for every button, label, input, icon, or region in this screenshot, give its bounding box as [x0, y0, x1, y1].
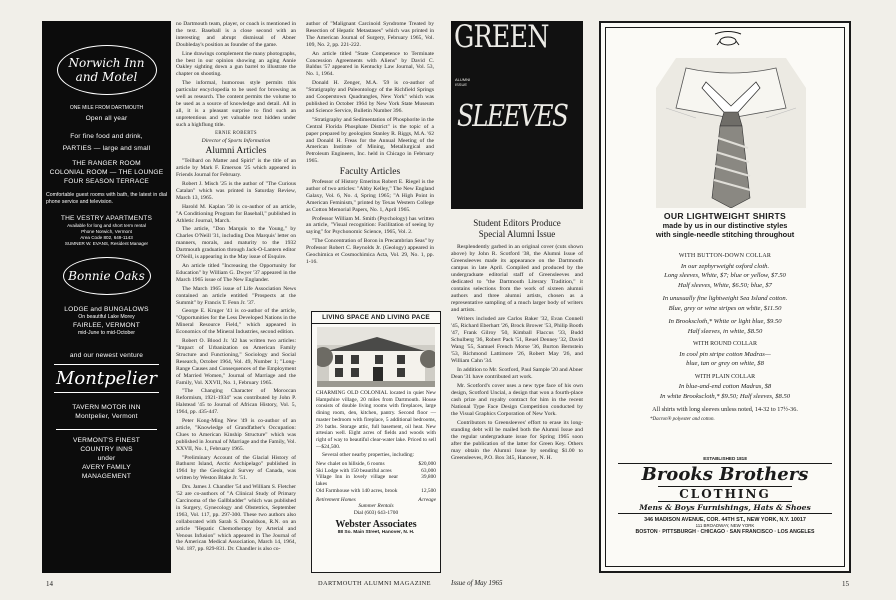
paragraph: Line drawings complement the many photographs, the best in our opinion showing an aging Annie Oakley sighting down a gun barrel to illustrate the chapter on shooting. — [176, 50, 296, 78]
ad-line: SUMNER W. EVANS, Resident Manager — [64, 241, 149, 246]
ad-line: PARTIES — large and small — [62, 145, 151, 152]
ad-footnote: *Dacron® polyester and cotton. — [650, 416, 715, 422]
brooks-brothers-advertisement — [599, 21, 851, 573]
divider — [56, 429, 157, 430]
ad-line: In our zephyrweight oxford cloth. — [680, 262, 770, 270]
cover-tag: ALUMNI ISSUE — [455, 77, 471, 87]
paragraph: Robert O. Blood Jr. '42 has written two articles: "Impact of Urbanization on American Family Structure and Functioning," Sociology and Social Research, October 1964, Vol. 49, Number 1; "Long-Range Causes and Consequences of the Employment of Married Women," Journal of Marriage and the Family, Vol. XXVII, No. 1, February 1965. — [176, 338, 296, 386]
ad-line: Montpelier, Vermont — [75, 413, 138, 420]
logo-line: and Motel — [75, 70, 138, 84]
listing — [316, 461, 436, 468]
ad-body: Several other nearby properties, including: — [322, 452, 415, 459]
signature-title: Director of Sports Information — [201, 137, 271, 144]
ad-footer-right: Acreage — [418, 496, 436, 503]
listing-name: New chalet on hillside, 6 rooms — [316, 461, 385, 468]
paragraph: Robert J. Misch '25 is the author of "The Curious Catalan" which was printed in Saturday Review, March 13, 1965. — [176, 181, 296, 201]
paragraph: "Teilhard on Matter and Spirit" is the title of an article by Mark F. Emerson '25 which appeared in Friends Journal for February. — [176, 158, 296, 179]
golden-fleece-icon — [713, 30, 743, 46]
ad-line: THE VESTRY APARTMENTS — [60, 215, 153, 222]
store-address: 111 BROADWAY, NEW YORK — [695, 523, 755, 528]
paragraph: An article titled "State Competence to Terminate Concession Agreements with Aliens" by David C. Baldus '57 appeared in Kentucky Law Journal, Vol. 53, No. 1, 1964. — [306, 50, 434, 78]
section-title: WITH ROUND COLLAR — [693, 341, 757, 347]
ad-body: CHARMING OLD COLONIAL located in quiet New Hampshire village, 20 miles from Dartmouth. House consists of double living rooms with fireplaces, large dining room, den, kitchen, pantry. Second floor — master bedroom with fireplace, 5 additional bedrooms, 2½ baths. Storage attic, full basement, oil heat. New artesian well. Eight acres of fields and woods with right of way to beautiful clear-water lake. Priced to sell —$24,500. — [316, 390, 436, 450]
paragraph: Drs. James J. Chandler '54 and William S. Fletcher '52 are co-authors of "A Clinical Study of Primary Carcinoma of the Gallbladder" which was published in Surgery, Gynecology and Obstetrics, September 1963, Vol. 117, pp. 297-300. These two authors also collaborated with Sarah S. Donaldson, R.N. on an article "Hepatic Chemotherapy by Arterial and Venous Infusion" which appeared in The Journal of the American Medical Association, March 14, 1964, Vol. 187, pp. 829-831. Dr. Chandler is also co- — [176, 484, 296, 553]
paragraph: "The Concentration of Boron in Precambrian Seas" by Professor Robert C. Reynolds Jr. (Geology) appeared in Geochimica et Cosmochimica Acta, Vol. 29, No. 1, pp. 1-16. — [306, 238, 434, 265]
ad-line: THE RANGER ROOM — [72, 160, 141, 167]
paragraph: Mr. Scotford's cover uses a new type face of his own design, Scotford Uncial, a design that won a fourth-place cash prize and royalty contract for him in the recent National Type Face Design Competition conducted by the Visual Graphics Corporation of New York. — [451, 383, 583, 417]
ad-line: In white Brookscloth,* $9.50; Half sleeves, $8.50 — [659, 392, 791, 400]
brand-name: Brooks Brothers — [641, 464, 809, 485]
listing-name: Ski Lodge with 150 beautiful acres — [316, 467, 392, 474]
paragraph: Professor of History Emeritus Robert E. Riegel is the author of two articles: "Abby Kelley," The New England Galaxy, Vol. 6, No. 4, Spring 1965; "A High Point in American Feminism," printed by Texas Western College as Cotton Memorial Papers, No. 1, April 1965. — [306, 179, 434, 213]
ad-line: Half sleeves, in white, $8.50 — [687, 327, 763, 335]
ad-line: FAIRLEE, VERMONT — [73, 322, 140, 329]
paragraph: Harold M. Kaplan '30 is co-author of an article, "A Conditioning Program for Baseball," published in Athletic Journal, March. — [176, 203, 296, 224]
listing — [316, 474, 436, 487]
paragraph: Donald H. Zenger, M.A. '59 is co-author of "Stratigraphy and Paleontology of the Richfield Springs and Cooperstown Quadrangles, New York" which was published in October 1964 by New York State Museum and Science Service, Bulletin Number 396. — [306, 80, 434, 114]
ad-line: Phone Norwich, Vermont — [81, 229, 132, 234]
ad-line: VERMONT'S FINEST — [72, 437, 141, 444]
company-name: Webster Associates — [335, 518, 417, 530]
paragraph: author of "Malignant Carcinoid Syndrome Treated by Resection of Hepatic Metastases" which was printed in The American Journal of Surgery, February 1965, Vol. 109, No. 2, pp. 221-222. — [306, 21, 434, 48]
magazine-title: DARTMOUTH ALUMNI MAGAZINE — [318, 580, 431, 587]
ad-line: and our newest venture — [69, 352, 144, 359]
ad-header: LIVING SPACE AND LIVING PACE — [312, 312, 440, 324]
ad-line: In unusually fine lightweight Sea Island cotton. — [662, 295, 788, 302]
ad-line: Available for long and short term rental — [67, 223, 146, 228]
norwich-inn-logo — [57, 45, 157, 95]
page-number-left: 14 — [46, 580, 53, 588]
ad-line: Half sleeves, White, $6.50; blue, $7 — [678, 281, 772, 289]
ad-footer-left: Retirement Homes — [316, 496, 356, 503]
paragraph: "Preliminary Account of the Glacial History of Bathurst Island, Arctic Archipelago" published in 1964 by the Geological Survey of Canada, was written by Weston Blake Jr. '51. — [176, 454, 296, 482]
ad-line: Open all year — [85, 115, 128, 122]
ad-line: AVERY FAMILY — [82, 464, 131, 471]
paragraph: "Stratigraphy and Sedimentation of Phosphorite in the Central Florida Phosphate District" is the topic of a paper prepared by geologists Stanley R. Riggs, M.A. '62 and Donald H. Freas for the Annual Meeting of the American Institute of Mining, Metallurgical and Petroleum Engineers, Inc. held in Chicago in February 1965. — [306, 116, 434, 165]
montpelier-logo: Montpelier — [54, 364, 159, 393]
ad-line: under — [97, 455, 116, 462]
paragraph: The March 1965 issue of Life Association News contained an article entitled "Prospects at the Summit" by Francis T. Fenn Jr. '37. — [176, 285, 296, 306]
paragraph: In addition to Mr. Scotford, Paul Sample '20 and Abner Dean '31 have contributed art work. — [451, 367, 583, 380]
listing-price: 63,000 — [421, 467, 436, 474]
column-1 — [176, 21, 296, 576]
paragraph: "The Changing Character of Moroccan Reformism, 1921-1934" was contributed by John P. Halstead '45 to Journal of African History, Vol. 5, 1964, pp. 435-447. — [176, 388, 296, 416]
paragraph: Writers included are Carlos Baker '32, Evan Connell '45, Richard Eberhart '26, Brock Brower '53, Philip Booth '47, Frank Gilroy '50, Kimball Flaccus '33, Budd Schulberg '36, Robert Pack '51, Reuel Denney '32, David Wang '55, Samuel French Morse '36, Burton Bernstein '53, Richmond Lattimore '26, Robert May '26, and William Cahn '34. — [451, 316, 583, 364]
ad-line: FOUR SEASON TERRACE — [63, 178, 149, 185]
ad-line: Blue, grey or wine stripes on white, $11.50 — [668, 304, 782, 312]
ad-line: COUNTRY INNS — [80, 446, 133, 453]
listing-name: Village Inn in lovely village near lakes — [316, 474, 398, 488]
article-heading: Special Alumni Issue — [478, 229, 556, 239]
paragraph: The informal, humorous style permits this particular encyclopedia to be used for browsing as well as research. The content permits the volume to be used as a source of knowledge and detail. All in all, it is a pleasant surprise to find such an unpretentious and yet valuable text hidden under such a highflung title. — [176, 80, 296, 128]
ad-line: In cool pin stripe cotton Madras— — [679, 350, 771, 358]
ad-line: blue, tan or grey on white, $8 — [686, 360, 764, 367]
shirt-illustration — [656, 48, 806, 208]
brand-clothing: CLOTHING — [658, 486, 792, 502]
store-address: 346 MADISON AVENUE, COR. 44TH ST., NEW YORK, N.Y. 10017 — [644, 517, 806, 523]
article-heading: Student Editors Produce — [473, 218, 561, 228]
ad-line: TAVERN MOTOR INN — [72, 404, 141, 411]
store-cities: BOSTON · PITTSBURGH · CHICAGO · SAN FRANCISCO · LOS ANGELES — [635, 529, 815, 535]
ad-line: Comfortable guest rooms with bath, the latest in dial phone service and television. — [46, 192, 167, 205]
listing-price: 12,500 — [421, 487, 436, 494]
signature-name: ERNIE ROBERTS — [215, 130, 257, 136]
ad-headline: OUR LIGHTWEIGHT SHIRTS — [663, 211, 787, 221]
ad-rentals: Summer Rentals — [358, 503, 394, 510]
bonnie-oaks-logo — [63, 257, 151, 295]
listing — [316, 468, 436, 475]
colonial-house-photo — [317, 327, 435, 387]
cover-word: SLEEVES — [457, 99, 568, 134]
section-title: WITH BUTTON-DOWN COLLAR — [678, 253, 772, 259]
ad-line: ONE MILE FROM DARTMOUTH — [69, 105, 144, 111]
ad-line: mid-June to mid-October — [77, 330, 136, 336]
brand-furnishings: Mens & Boys Furnishings, Hats & Shoes — [639, 503, 811, 512]
paragraph: Peter Kong-Ming New '49 is co-author of an article, "Knowledge of Grandfather's Occupation: Clues to American Kinship Structure" which was published in Journal of Marriage and the Family, Vol. XXVII, No. 1, February 1965. — [176, 418, 296, 452]
ad-line: LODGE and BUNGALOWS — [64, 306, 149, 313]
listing — [316, 488, 436, 495]
section-heading: Faculty Articles — [339, 167, 401, 178]
ad-line: In blue-and-end cotton Madras, $8 — [678, 383, 772, 390]
ad-line: Area Code 802, 649-1143 — [80, 235, 133, 240]
paragraph: The article, "Don Marquis to the Young," by Charles O'Neill '31, including Don Marquis' letter on manners, morals, and maturity to the 1932 Dartmouth graduation through Jack-O-Lantern editor O'Neill, is appearing in the May issue of Esquire. — [176, 226, 296, 261]
logo-line: Norwich Inn — [68, 56, 145, 70]
cover-word: GREEN — [454, 21, 549, 55]
section-title: WITH PLAIN COLLAR — [694, 373, 756, 380]
paragraph: Resplendently garbed in an original cover (cuts shown above) by John R. Scotford '38, the Alumni Issue of Greensleeves made its appearance on the Dartmouth campus in late April. Compiled and produced by the undergraduate editorial staff of Greensleeves and dedicated to "the Dartmouth Literary Tradition," it contains selections from the work of sixteen alumni authors and three alumni artists, chosen as a representative sampling of a much larger body of writers and artists. — [451, 244, 583, 313]
listing-price: $20,000 — [418, 461, 436, 468]
issue-date: Issue of May 1965 — [451, 579, 503, 587]
ad-line: All shirts with long sleeves unless noted, 14-32 to 17½-36. — [652, 406, 798, 413]
company-address: 88 So. Main Street, Hanover, N. H. — [337, 529, 415, 535]
ad-line: Long sleeves, White, $7; blue or yellow, $7.50 — [664, 272, 786, 279]
ad-subheadline: with single-needle stitching throughout — [655, 230, 795, 239]
paragraph: no Dartmouth team, player, or coach is mentioned in the text. Baseball is a close second with an interesting and abrupt dismissal of Abner Doubleday's position as founder of the game. — [176, 21, 296, 48]
column-2 — [306, 21, 434, 306]
ad-line: MANAGEMENT — [81, 473, 132, 480]
greensleeves-cover — [451, 21, 583, 209]
paragraph: George E. Kruger '41 is co-author of the article, "Opportunities for the Less Developed Nations in the Mineral Resource Field," which appeared in Economics of the Mineral Industries, second edition. — [176, 308, 296, 336]
real-estate-advertisement — [311, 311, 441, 573]
column-3 — [451, 216, 583, 566]
ad-phone: Dial (603) 643-1700 — [353, 509, 399, 516]
logo-line: Bonnie Oaks — [68, 269, 145, 283]
section-heading: Alumni Articles — [205, 146, 267, 157]
ad-subheadline: made by us in our distinctive styles — [662, 221, 788, 230]
paragraph: An article titled "Increasing the Opportunity for Education" by William G. Dwyer '37 appeared in the March 1965 issue of The New Englander. — [176, 263, 296, 283]
ad-line: COLONIAL ROOM — THE LOUNGE — [49, 169, 164, 176]
page-number-right: 15 — [842, 580, 849, 588]
paragraph: Contributors to Greensleeves' effort to erase its long-standing debt will be mailed both the Alumni Issue and the regular undergraduate issue for Spring 1965 soon after the publication of the latter for Green Key. Others may obtain the Alumni Issue by sending $1.00 to Greensleeves, P.O. Box 345, Hanover, N. H. — [451, 420, 583, 461]
listing-name: Old Farmhouse with 140 acres, brook — [316, 487, 398, 494]
established-line: ESTABLISHED 1818 — [703, 456, 747, 461]
inn-advertisement — [42, 21, 171, 573]
ad-line: For fine food and drink, — [70, 133, 143, 140]
paragraph: Professor William M. Smith (Psychology) has written an article, "Visual recognition: Facilitation of seeing by saying" for Psychonomic Science, 1965, Vol. 2. — [306, 215, 434, 236]
listing-price: 39,800 — [421, 474, 436, 481]
ad-line: On beautiful Lake Morey — [78, 314, 135, 320]
ad-line: In Brookscloth,* White or light blue, $9.50 — [668, 318, 782, 325]
